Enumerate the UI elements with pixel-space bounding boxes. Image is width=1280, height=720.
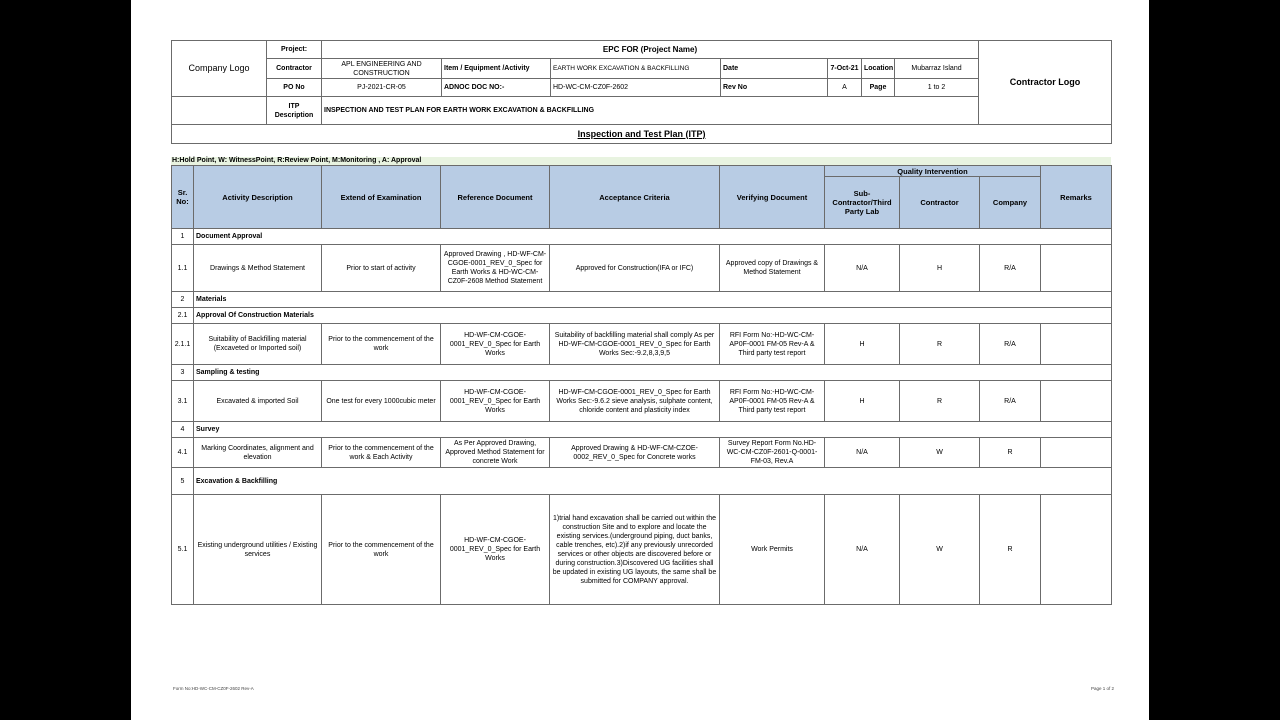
col-remarks: Remarks <box>1041 166 1112 229</box>
footer-page-number: Page 1 of 2 <box>1090 686 1114 691</box>
legend: H:Hold Point, W: WitnessPoint, R:Review Point, M:Monitoring , A: Approval <box>171 157 1111 165</box>
po-label: PO No <box>267 79 322 97</box>
doc-label: ADNOC DOC NO:- <box>442 79 551 97</box>
itp-label: ITP Description <box>267 97 322 125</box>
section-row: 4 Survey <box>172 422 1112 438</box>
section-row: 2 Materials <box>172 292 1112 308</box>
contractor-label: Contractor <box>267 59 322 79</box>
table-row: 1.1 Drawings & Method Statement Prior to start of activity Approved Drawing , HD-WF-CM-CGOE-0001_REV_0_Spec for Earth Works & HD-WC-CM-CZ0F-2608 Method Statement Approved for Construction(IFA or IFC) Approved copy of Drawings & Method Statement N/A H R/A <box>172 245 1112 292</box>
document-page <box>131 0 1149 720</box>
footer-form-number: Form No:HD-WC-CM-CZ0F-2602 Rev-A <box>173 686 254 691</box>
itp-table <box>171 165 1112 605</box>
col-contractor: Contractor <box>900 177 980 229</box>
item-value: EARTH WORK EXCAVATION & BACKFILLING <box>551 59 721 79</box>
rev-value: A <box>828 79 862 97</box>
col-quality: Quality Intervention <box>825 166 1041 177</box>
col-reference: Reference Document <box>441 166 550 229</box>
col-company: Company <box>980 177 1041 229</box>
table-row: 5.1 Existing underground utilities / Existing services Prior to the commencement of the work HD-WF-CM-CGOE-0001_REV_0_Spec for Earth Works 1)trial hand excavation shall be carried out within the construction Site and to explore and locate the existing services.(underground piping, duct banks, cable trenches, etc).2)if any previously unrecorded services or other objects are discovered before or during construction.3)Discovered UG facilities shall be updated in existing UG layouts, the same shall be submitted for COMPANY approval. Work Permits N/A W R <box>172 495 1112 605</box>
contractor-logo: Contractor Logo <box>979 41 1112 125</box>
section-row: 5 Excavation & Backfilling <box>172 468 1112 495</box>
col-activity: Activity Description <box>194 166 322 229</box>
page-label: Page <box>862 79 895 97</box>
doc-value: HD-WC-CM-CZ0F-2602 <box>551 79 721 97</box>
section-row: 2.1 Approval Of Construction Materials <box>172 308 1112 324</box>
table-row: 4.1 Marking Coordinates, alignment and elevation Prior to the commencement of the work & Each Activity As Per Approved Drawing, Approved Method Statement for concrete Work Approved Drawing & HD-WF-CM-CZOE-0002_REV_0_Spec for Concrete works Survey Report Form No.HD-WC-CM-CZ0F-2601-Q-0001-FM-03, Rev.A N/A W R <box>172 438 1112 468</box>
col-verifying: Verifying Document <box>720 166 825 229</box>
project-label: Project: <box>267 41 322 59</box>
location-label: Location <box>862 59 895 79</box>
col-sub: Sub-Contractor/Third Party Lab <box>825 177 900 229</box>
page-value: 1 to 2 <box>895 79 979 97</box>
col-sr: Sr. No: <box>172 166 194 229</box>
item-label: Item / Equipment /Activity <box>442 59 551 79</box>
date-value: 7-Oct-21 <box>828 59 862 79</box>
rev-label: Rev No <box>721 79 828 97</box>
date-label: Date <box>721 59 828 79</box>
company-logo: Company Logo <box>172 41 267 97</box>
contractor-value: APL ENGINEERING AND CONSTRUCTION <box>322 59 442 79</box>
project-value: EPC FOR (Project Name) <box>322 41 979 59</box>
section-row: 3 Sampling & testing <box>172 365 1112 381</box>
po-value: PJ-2021-CR-05 <box>322 79 442 97</box>
itp-value: INSPECTION AND TEST PLAN FOR EARTH WORK EXCAVATION & BACKFILLING <box>322 97 979 125</box>
col-acceptance: Acceptance Criteria <box>550 166 720 229</box>
itp-header-table <box>171 40 1112 144</box>
itp-title: Inspection and Test Plan (ITP) <box>172 125 1112 144</box>
section-row: 1 Document Approval <box>172 229 1112 245</box>
table-row: 2.1.1 Suitability of Backfilling material (Excaveted or Imported soil) Prior to the commencement of the work HD-WF-CM-CGOE-0001_REV_0_Spec for Earth Works Suitability of backfilling material shall comply As per HD-WF-CM-CGOE-0001_REV_0_Spec for Earth Works Sec:-9.2,8,3,9,5 RFI Form No:-HD-WC-CM-AP0F-0001 FM-05 Rev-A & Third party test report H R R/A <box>172 324 1112 365</box>
blank-cell <box>172 97 267 125</box>
location-value: Mubarraz Island <box>895 59 979 79</box>
table-row: 3.1 Excavated & imported Soil One test for every 1000cubic meter HD-WF-CM-CGOE-0001_REV_0_Spec for Earth Works HD-WF-CM-CGOE-0001_REV_0_Spec for Earth Works Sec:-9.6.2 sieve analysis, sulphate content, chloride content and plasticity index RFI Form No:-HD-WC-CM-AP0F-0001 FM-05 Rev-A & Third party test report H R R/A <box>172 381 1112 422</box>
col-extend: Extend of Examination <box>322 166 441 229</box>
